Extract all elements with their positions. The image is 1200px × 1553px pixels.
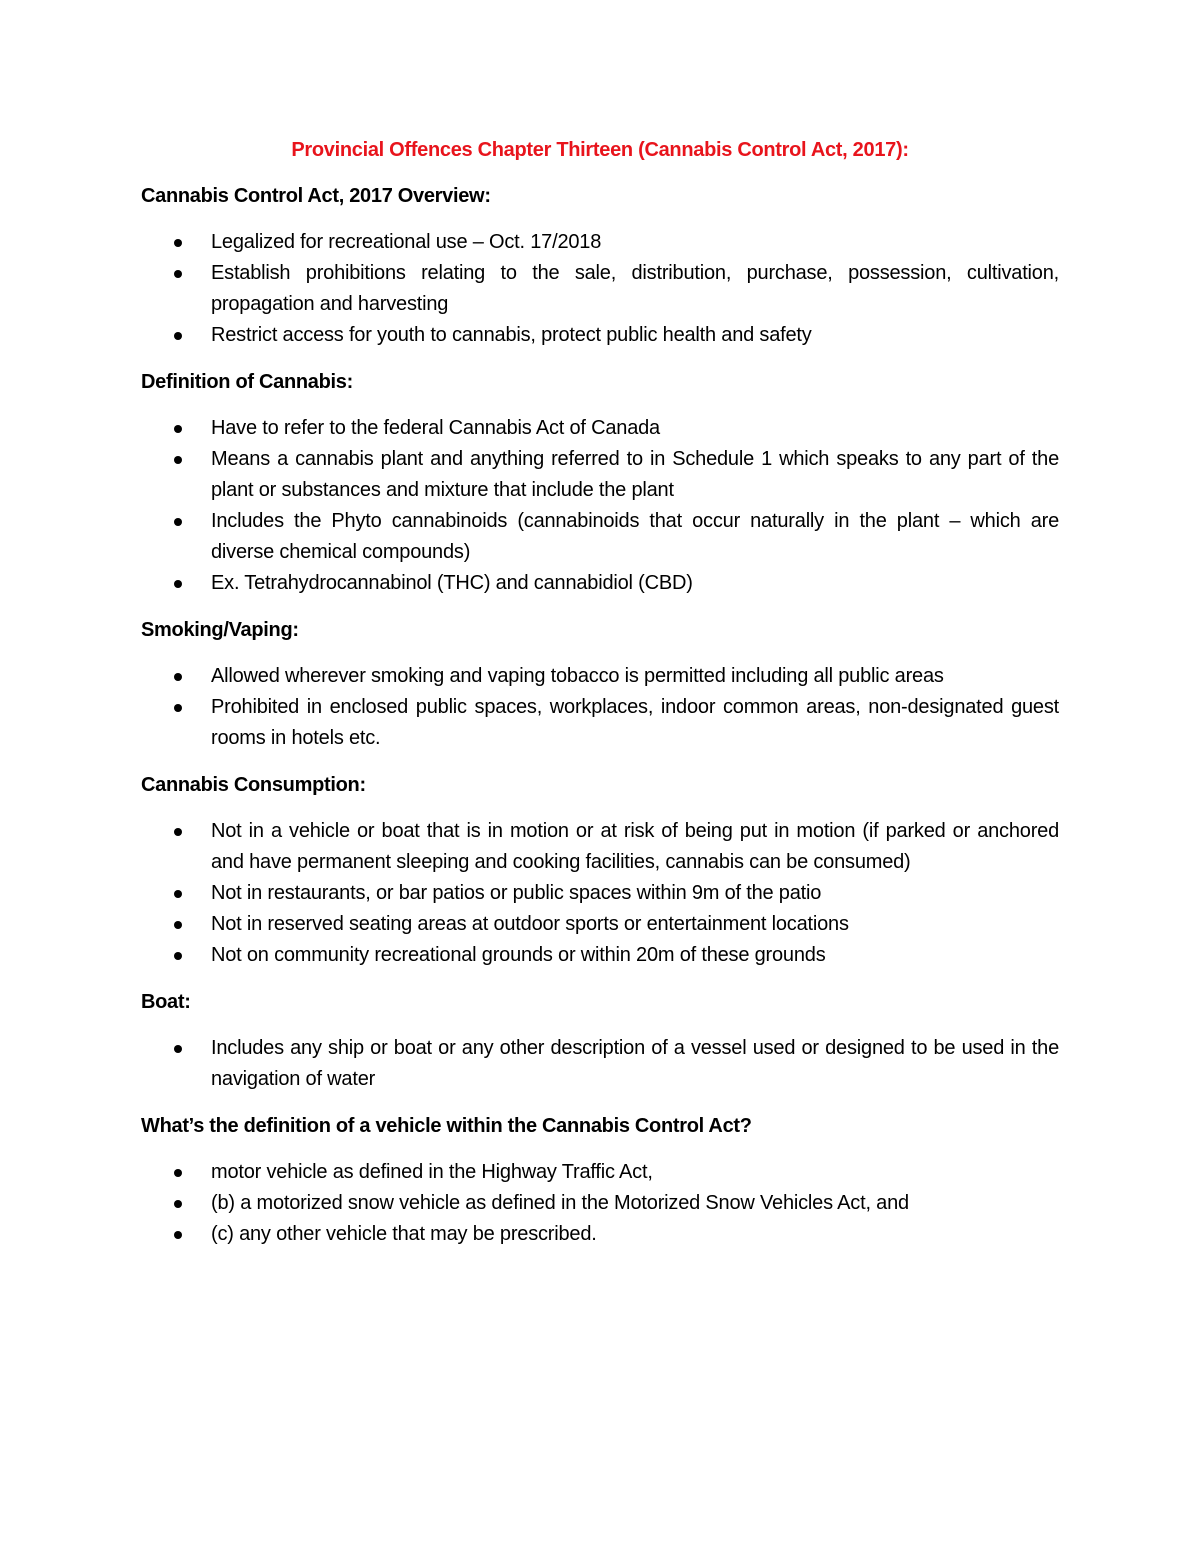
- list-item: [141, 878, 1059, 909]
- list-item-text: Restrict access for youth to cannabis, protect public health and safety: [211, 324, 812, 346]
- list-item: [141, 1188, 1059, 1219]
- list-item: [141, 444, 1059, 506]
- list-item-text: Means a cannabis plant and anything referred to in Schedule 1 which speaks to any part of the plant or substances and mixture that include the plant: [211, 448, 1059, 501]
- list-item: [141, 692, 1059, 754]
- section-smoking-vaping: [141, 615, 1059, 754]
- list-item: [141, 258, 1059, 320]
- list-item: [141, 940, 1059, 971]
- list-item-text: Not in a vehicle or boat that is in motion or at risk of being put in motion (if parked or anchored and have permanent sleeping and cooking facilities, cannabis can be consumed): [211, 820, 1059, 873]
- bullet-icon: [174, 828, 182, 836]
- bullet-list: [141, 661, 1059, 754]
- list-item: [141, 816, 1059, 878]
- section-heading: Definition of Cannabis:: [141, 371, 353, 393]
- bullet-icon: [174, 518, 182, 526]
- section-definition-of-cannabis: [141, 367, 1059, 599]
- list-item-text: Establish prohibitions relating to the sale, distribution, purchase, possession, cultivation, propagation and harvesting: [211, 262, 1059, 315]
- list-item-text: Not in restaurants, or bar patios or public spaces within 9m of the patio: [211, 882, 822, 904]
- section-heading: Boat:: [141, 991, 191, 1013]
- list-item: [141, 909, 1059, 940]
- bullet-icon: [174, 952, 182, 960]
- list-item: [141, 1157, 1059, 1188]
- list-item-text: Allowed wherever smoking and vaping tobacco is permitted including all public areas: [211, 665, 944, 687]
- list-item: [141, 1033, 1059, 1095]
- bullet-icon: [174, 270, 182, 278]
- list-item-text: Not in reserved seating areas at outdoor sports or entertainment locations: [211, 913, 849, 935]
- section-heading: What’s the definition of a vehicle within the Cannabis Control Act?: [141, 1115, 752, 1137]
- list-item-text: Includes any ship or boat or any other description of a vessel used or designed to be used in the navigation of water: [211, 1037, 1059, 1090]
- list-item-text: (b) a motorized snow vehicle as defined in the Motorized Snow Vehicles Act, and: [211, 1192, 909, 1214]
- document-page: [141, 135, 1059, 1266]
- bullet-icon: [174, 580, 182, 588]
- bullet-icon: [174, 425, 182, 433]
- bullet-icon: [174, 921, 182, 929]
- list-item-text: Prohibited in enclosed public spaces, workplaces, indoor common areas, non-designated guest rooms in hotels etc.: [211, 696, 1059, 749]
- bullet-list: [141, 227, 1059, 351]
- bullet-icon: [174, 1200, 182, 1208]
- bullet-list: [141, 1157, 1059, 1250]
- section-heading: Cannabis Consumption:: [141, 774, 366, 796]
- list-item: [141, 506, 1059, 568]
- bullet-icon: [174, 1231, 182, 1239]
- list-item-text: Not on community recreational grounds or within 20m of these grounds: [211, 944, 826, 966]
- bullet-icon: [174, 704, 182, 712]
- bullet-icon: [174, 239, 182, 247]
- bullet-icon: [174, 456, 182, 464]
- section-overview: [141, 181, 1059, 351]
- section-heading: Cannabis Control Act, 2017 Overview:: [141, 185, 491, 207]
- list-item: [141, 413, 1059, 444]
- bullet-icon: [174, 673, 182, 681]
- list-item: [141, 661, 1059, 692]
- section-vehicle-definition: [141, 1111, 1059, 1250]
- bullet-icon: [174, 890, 182, 898]
- document-title: Provincial Offences Chapter Thirteen (Cannabis Control Act, 2017):: [291, 139, 909, 161]
- bullet-list: [141, 1033, 1059, 1095]
- list-item: [141, 1219, 1059, 1250]
- list-item-text: motor vehicle as defined in the Highway Traffic Act,: [211, 1161, 653, 1183]
- bullet-list: [141, 816, 1059, 971]
- list-item: [141, 227, 1059, 258]
- bullet-list: [141, 413, 1059, 599]
- section-cannabis-consumption: [141, 770, 1059, 971]
- list-item: [141, 568, 1059, 599]
- bullet-icon: [174, 1045, 182, 1053]
- bullet-icon: [174, 332, 182, 340]
- bullet-icon: [174, 1169, 182, 1177]
- list-item-text: Have to refer to the federal Cannabis Act of Canada: [211, 417, 660, 439]
- section-heading: Smoking/Vaping:: [141, 619, 299, 641]
- section-boat: [141, 987, 1059, 1095]
- list-item-text: Ex. Tetrahydrocannabinol (THC) and cannabidiol (CBD): [211, 572, 693, 594]
- list-item-text: (c) any other vehicle that may be prescribed.: [211, 1223, 597, 1245]
- list-item-text: Legalized for recreational use – Oct. 17/2018: [211, 231, 602, 253]
- list-item-text: Includes the Phyto cannabinoids (cannabinoids that occur naturally in the plant – which are diverse chemical compounds): [211, 510, 1059, 563]
- list-item: [141, 320, 1059, 351]
